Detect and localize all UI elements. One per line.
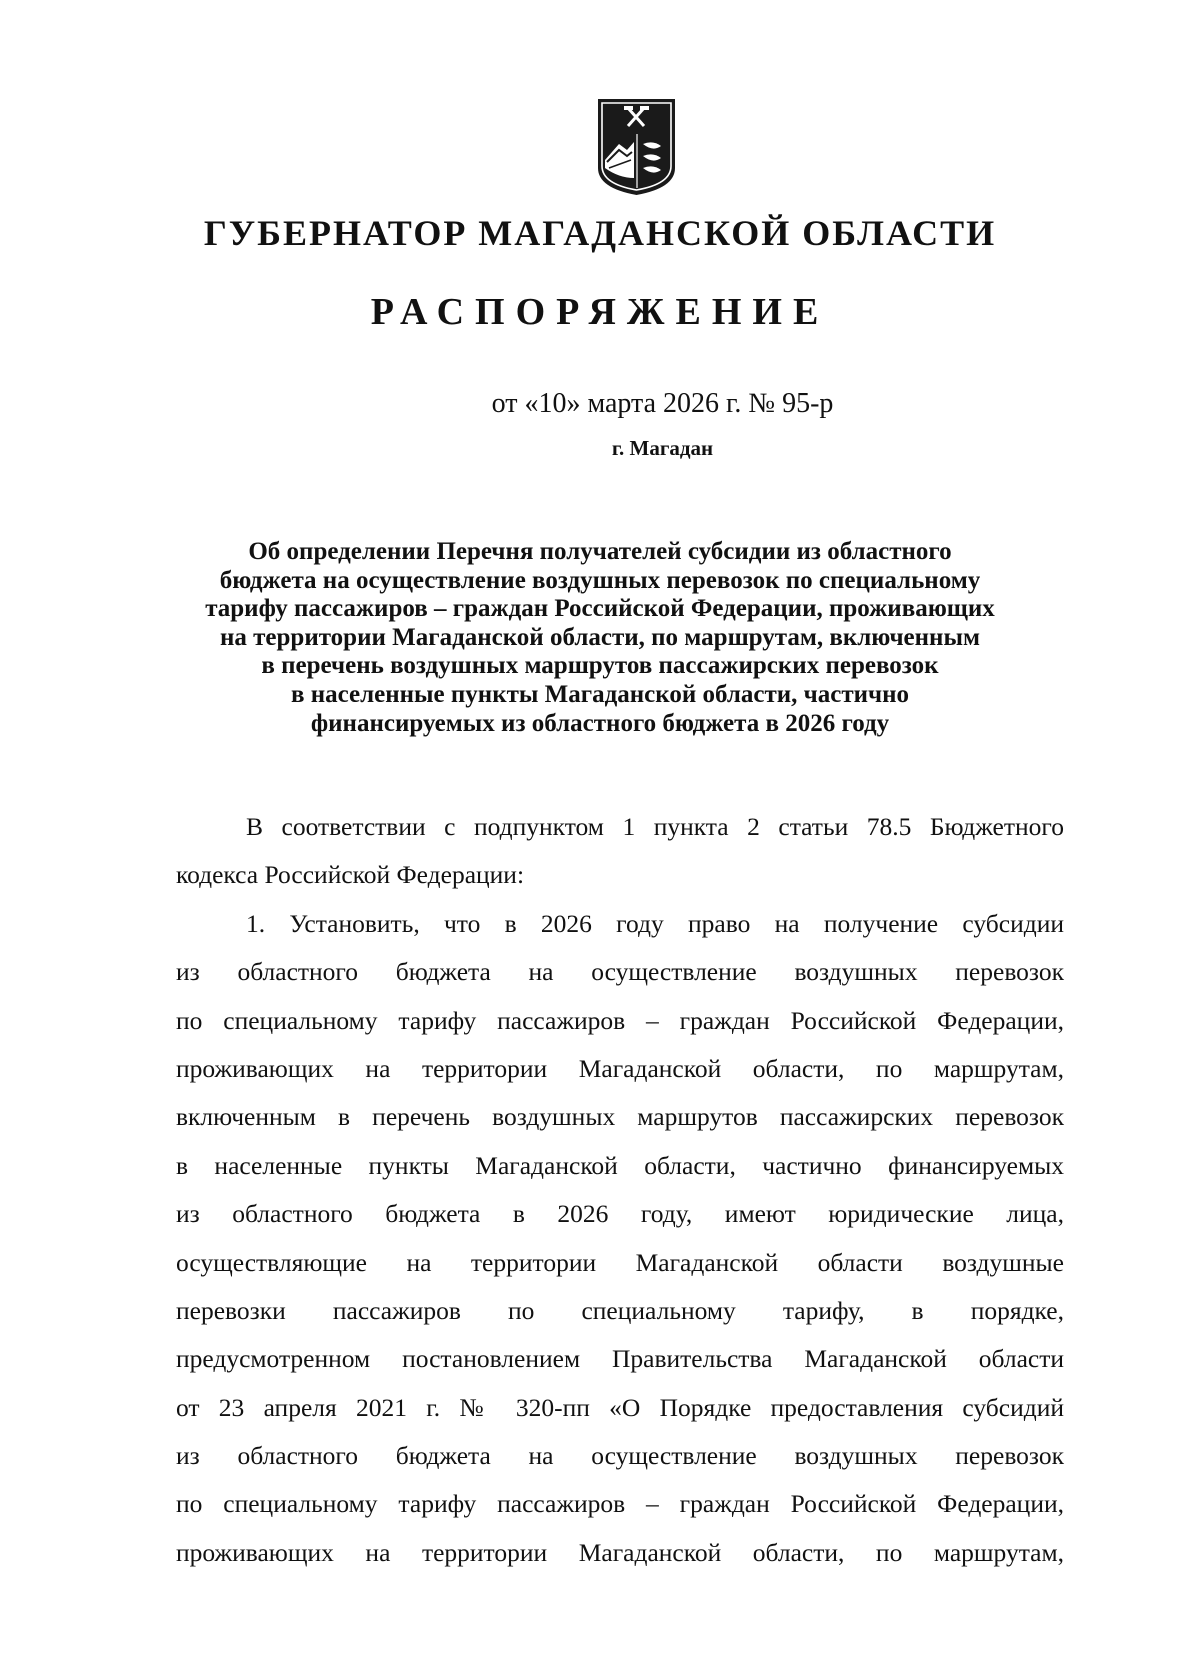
body-line: включенным в перечень воздушных маршрутов пассажирских перевозок [176,1102,1064,1132]
body-line: по специальному тарифу пассажиров – граждан Российской Федерации, [176,1005,1064,1035]
body-line: из областного бюджета на осуществление воздушных перевозок [176,1441,1064,1471]
title-line: тарифу пассажиров – граждан Российской Федерации, проживающих [205,595,995,623]
body-line: В соответствии с подпунктом 1 пункта 2 статьи 78.5 Бюджетного [246,812,1064,841]
body-line: кодекса Российской Федерации: [176,860,525,890]
document-title [0,538,1200,738]
body-line: из областного бюджета в 2026 году, имеют юридические лица, [176,1199,1064,1229]
title-line: на территории Магаданской области, по маршрутам, включенным [219,623,980,651]
body-line: по специальному тарифу пассажиров – граждан Российской Федерации, [176,1489,1064,1519]
body-line: предусмотренном постановлением Правительства Магаданской области [176,1344,1064,1374]
city-text: г. Магадан [611,436,714,460]
body-line: в населенные пункты Магаданской области, частично финансируемых [176,1150,1064,1180]
body-line: из областного бюджета на осуществление воздушных перевозок [176,957,1064,987]
body-line: перевозки пассажиров по специальному тарифу, в порядке, [176,1295,1064,1325]
body-line: от 23 апреля 2021 г. № 320-пп «О Порядке предоставления субсидий [176,1392,1064,1422]
body-line: проживающих на территории Магаданской области, по маршрутам, [176,1537,1064,1567]
body-line: осуществляющие на территории Магаданской области воздушные [176,1247,1064,1277]
coat-of-arms-icon [597,98,676,196]
body-line: проживающих на территории Магаданской области, по маршрутам, [176,1053,1064,1083]
title-line: финансируемых из областного бюджета в 2026 году [310,709,890,737]
document-body [176,803,1064,1577]
date-number-line [0,388,1200,420]
title-line: Об определении Перечня получателей субсидии из областного [248,538,952,565]
document-type: РАСПОРЯЖЕНИЕ [370,291,830,333]
body-line: 1. Установить, что в 2026 году право на получение субсидии [246,908,1064,938]
title-line: в перечень воздушных маршрутов пассажирских перевозок [261,652,939,680]
title-line: бюджета на осуществление воздушных перевозок по специальному [219,566,981,594]
issuing-authority: ГУБЕРНАТОР МАГАДАНСКОЙ ОБЛАСТИ [203,213,997,253]
date-number-text: от «10» марта 2026 г. № 95-р [491,388,834,419]
city-line [0,436,1200,461]
title-line: в населенные пункты Магаданской области, частично [290,680,910,708]
